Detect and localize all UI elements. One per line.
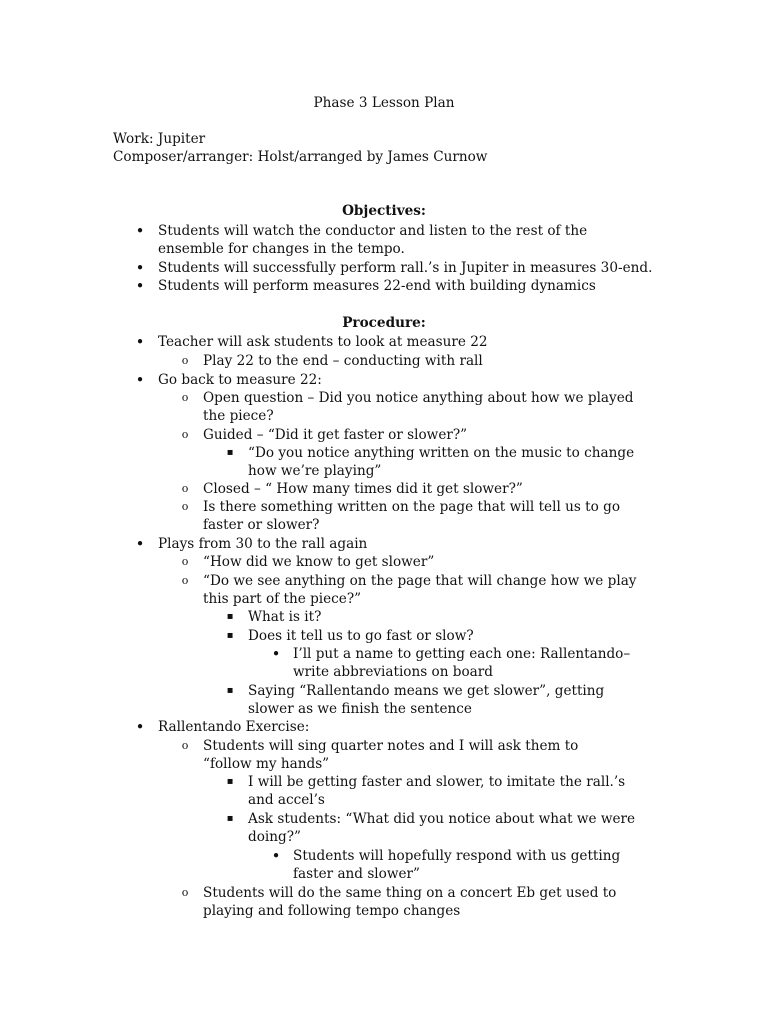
circle-marker: o	[181, 354, 189, 367]
square-marker: ▪	[226, 776, 234, 787]
circle-marker: o	[181, 500, 189, 513]
procedure-item: Students will hopefully respond with us getting faster and slower”	[293, 848, 621, 883]
bullet-marker: •	[135, 277, 145, 295]
procedure-item: “Do you notice anything written on the music to change how we’re playing”	[248, 445, 635, 480]
circle-marker: o	[181, 428, 189, 441]
composer-line: Composer/arranger: Holst/arranged by James Curnow	[113, 149, 488, 165]
procedure-heading: Procedure:	[342, 315, 426, 331]
objective-item: Students will perform measures 22-end with building dynamics	[158, 278, 596, 294]
procedure-item: Teacher will ask students to look at measure 22	[158, 334, 488, 350]
square-marker: ▪	[226, 447, 234, 458]
procedure-item: Students will do the same thing on a concert Eb get used to playing and following tempo changes	[203, 885, 617, 920]
square-marker: ▪	[226, 685, 234, 696]
procedure-item: I’ll put a name to getting each one: Rallentando–write abbreviations on board	[293, 646, 631, 681]
procedure-item: Students will sing quarter notes and I will ask them to “follow my hands”	[203, 738, 579, 773]
procedure-item: Saying “Rallentando means we get slower”, getting slower as we finish the sentence	[248, 683, 605, 718]
circle-marker: o	[181, 739, 189, 752]
square-marker: ▪	[226, 813, 234, 824]
square-marker: ▪	[226, 611, 234, 622]
circle-marker: o	[181, 555, 189, 568]
work-line: Work: Jupiter	[113, 131, 206, 147]
procedure-item: Plays from 30 to the rall again	[158, 536, 368, 552]
procedure-item: Open question – Did you notice anything about how we played the piece?	[203, 390, 634, 425]
procedure-item: “Do we see anything on the page that will change how we play this part of the piece?”	[203, 573, 637, 608]
procedure-item: “How did we know to get slower”	[203, 554, 435, 570]
circle-marker: o	[181, 886, 189, 899]
bullet-marker: •	[135, 259, 145, 277]
procedure-item: Does it tell us to go fast or slow?	[248, 628, 474, 644]
bullet-marker: •	[135, 371, 145, 389]
bullet-marker: •	[135, 333, 145, 351]
procedure-item: Ask students: “What did you notice about what we were doing?”	[248, 811, 636, 846]
bullet-marker: •	[135, 718, 145, 736]
circle-marker: o	[181, 482, 189, 495]
procedure-item: Go back to measure 22:	[158, 372, 322, 388]
procedure-item: I will be getting faster and slower, to imitate the rall.’s and accel’s	[248, 774, 626, 809]
document-meta	[113, 130, 487, 166]
objectives-heading: Objectives:	[342, 203, 426, 219]
procedure-item: Guided – “Did it get faster or slower?”	[203, 427, 468, 443]
bullet-marker: •	[135, 222, 145, 240]
procedure-item: Play 22 to the end – conducting with rall	[203, 353, 483, 369]
procedure-item: Is there something written on the page that will tell us to go faster or slower?	[203, 499, 621, 534]
procedure-item: Rallentando Exercise:	[158, 719, 310, 735]
circle-marker: o	[181, 391, 189, 404]
bullet-marker: •	[271, 645, 281, 663]
bullet-marker: •	[271, 847, 281, 865]
objective-item: Students will successfully perform rall.’s in Jupiter in measures 30-end.	[158, 260, 653, 276]
procedure-item: Closed – “ How many times did it get slower?”	[203, 481, 523, 497]
document-title: Phase 3 Lesson Plan	[313, 95, 455, 111]
square-marker: ▪	[226, 630, 234, 641]
procedure-item: What is it?	[248, 609, 322, 625]
objective-item: Students will watch the conductor and listen to the rest of the ensemble for changes in the tempo.	[158, 223, 588, 258]
circle-marker: o	[181, 574, 189, 587]
bullet-marker: •	[135, 535, 145, 553]
